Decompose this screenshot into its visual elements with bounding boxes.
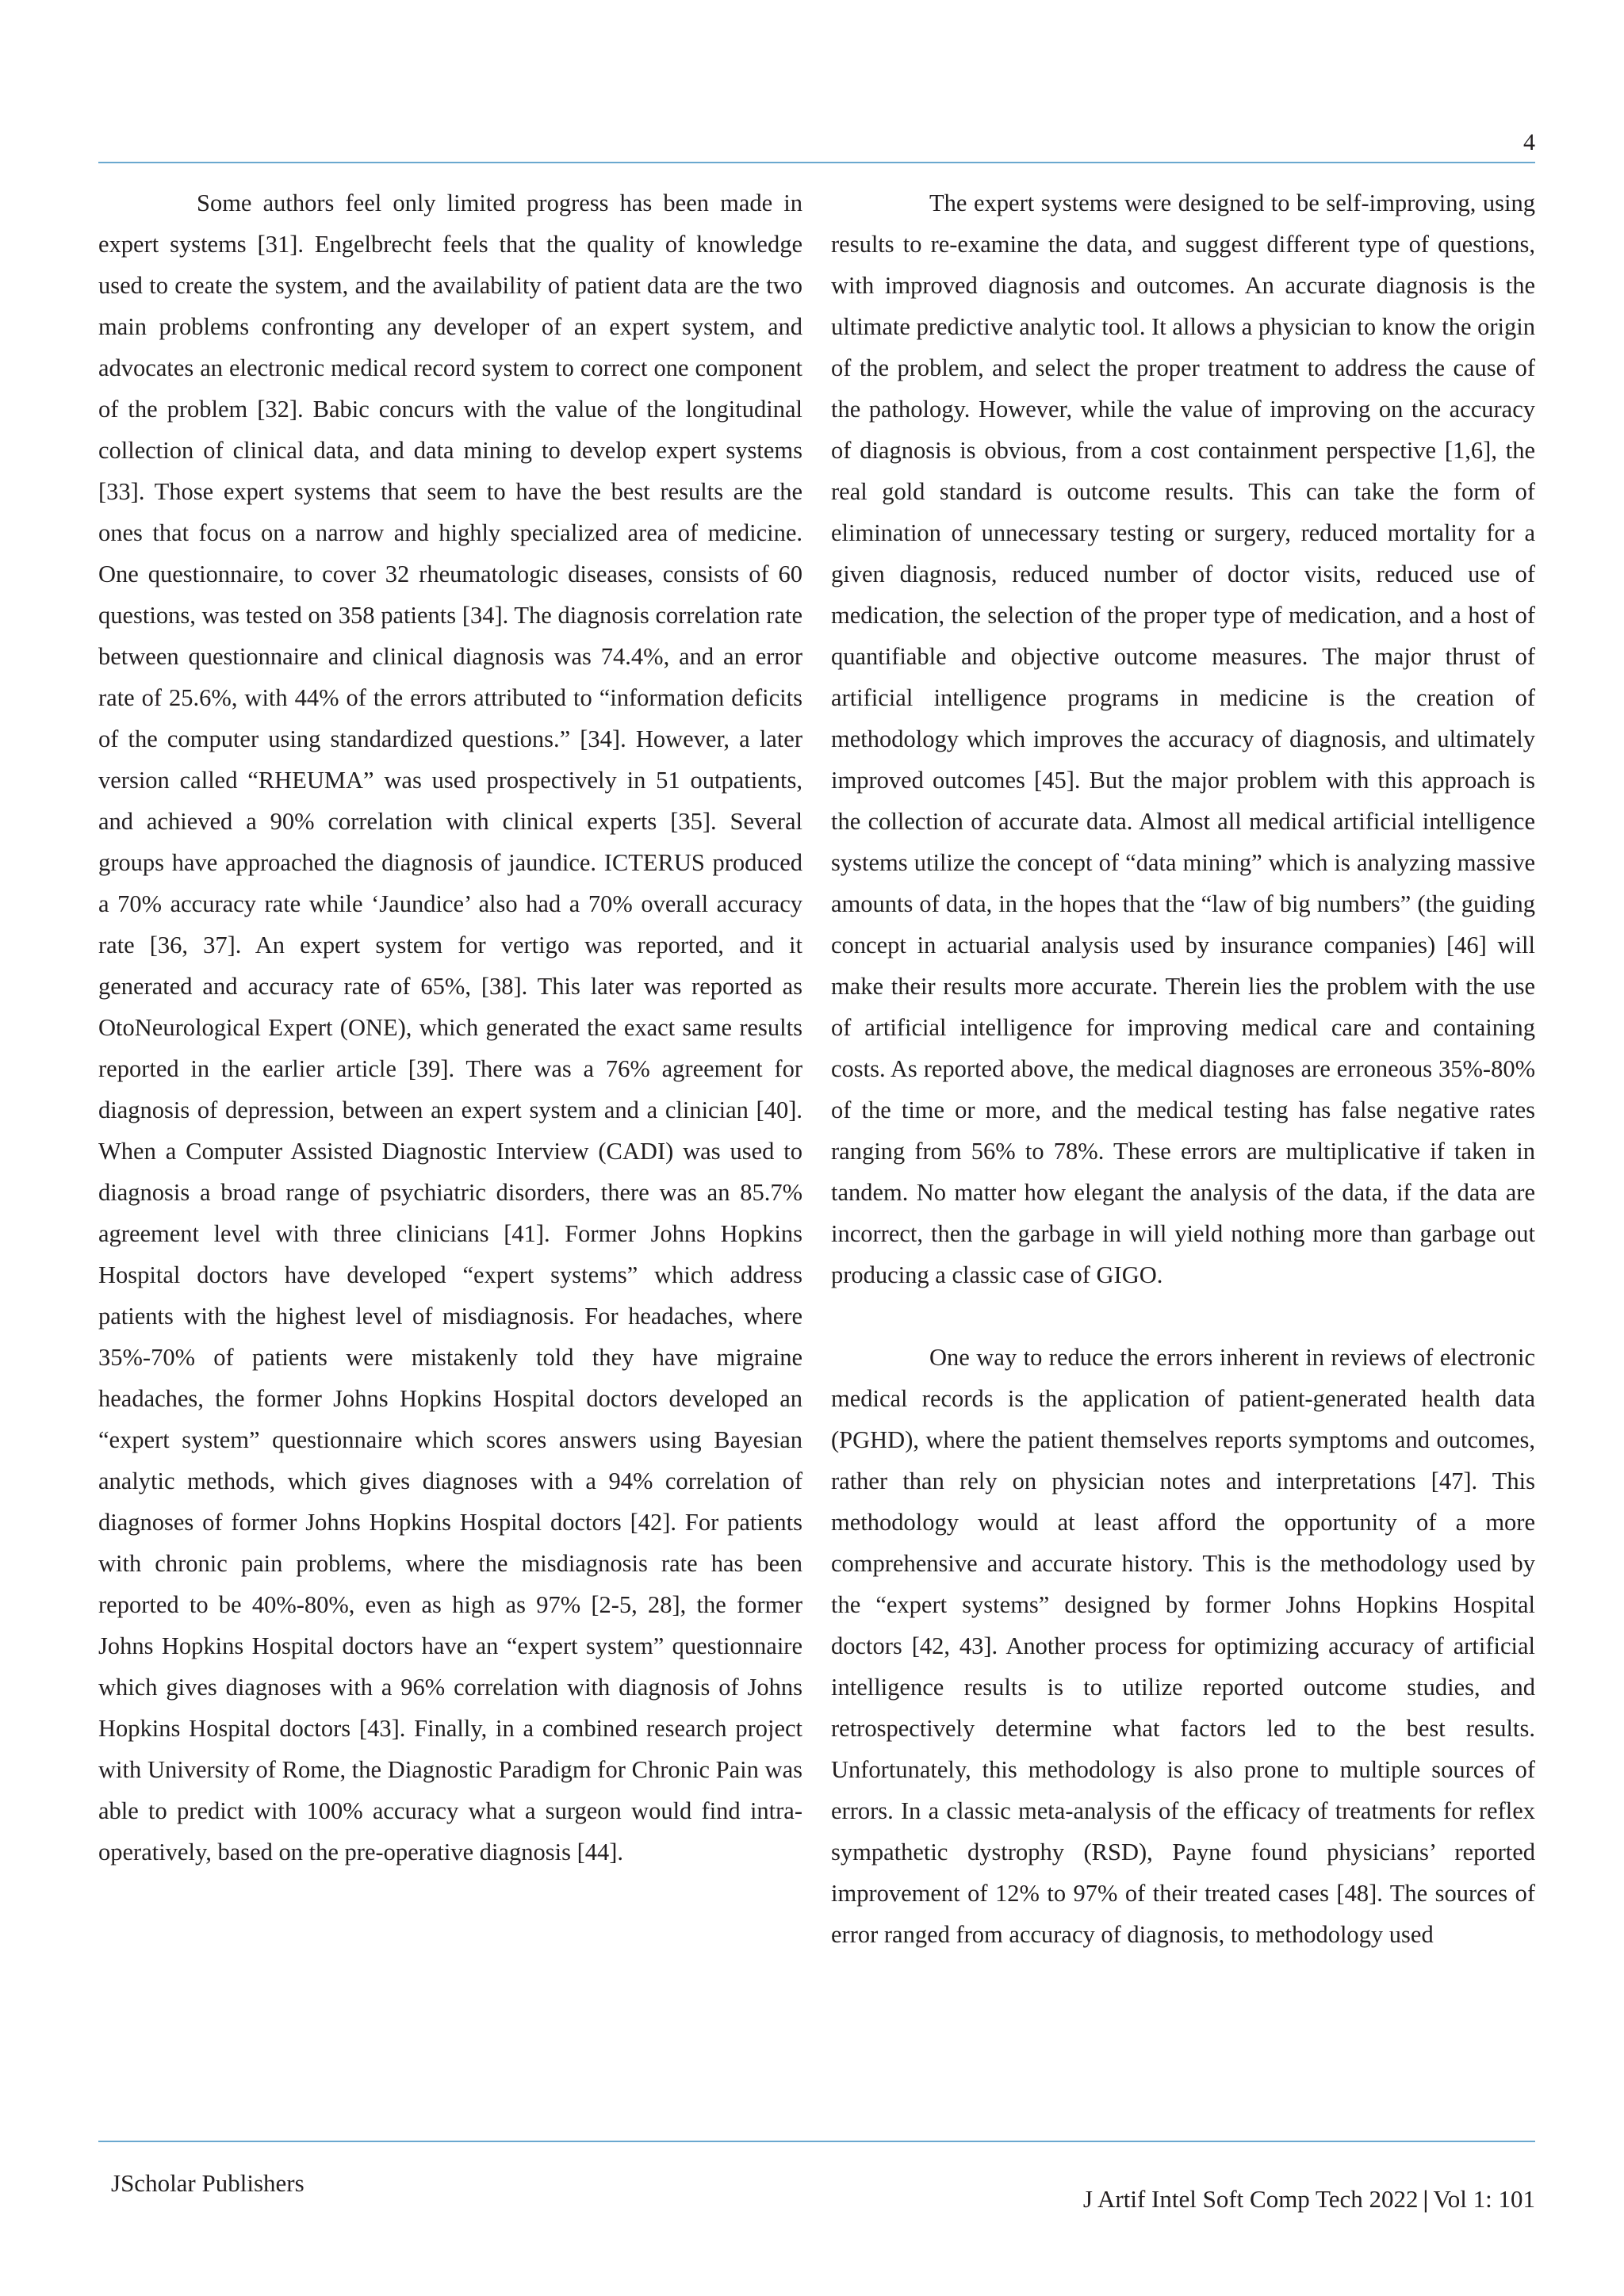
journal-volume: Vol 1: 101	[1433, 2185, 1535, 2213]
header-rule	[98, 162, 1535, 163]
body-paragraph: One way to reduce the errors inherent in reviews of electronic medical records is the application of patient-generated health data (PGHD), where the patient themselves reports symptoms and outcomes, rather than rely on physician notes and interpretations [47]. This methodology would at least afford the opportunity of a more comprehensive and accurate history. This is the methodology used by the “expert systems” designed by former Johns Hopkins Hospital doctors [42, 43]. Another process for optimizing accuracy of artificial intelligence results is to utilize reported outcome studies, and retrospectively determine what factors led to the best results. Unfortunately, this methodology is also prone to multiple sources of errors. In a classic meta-analysis of the efficacy of treatments for reflex sympathetic dystrophy (RSD), Payne found physicians’ reported improvement of 12% to 97% of their treated cases [48]. The sources of error ranged from accuracy of diagnosis, to methodology used	[831, 1344, 1535, 1948]
page-number: 4	[1523, 129, 1535, 155]
right-column	[831, 182, 1535, 1955]
journal-citation	[1083, 2182, 1535, 2217]
body-paragraph: Some authors feel only limited progress has been made in expert systems [31]. Engelbrecht feels that the quality of knowledge used to create the system, and the availability of patient data are the two main problems confronting any developer of an expert system, and advocates an electronic medical record system to correct one component of the problem [32]. Babic concurs with the value of the longitudinal collection of clinical data, and data mining to develop expert systems [33]. Those expert systems that seem to have the best results are the ones that focus on a narrow and highly specialized area of medicine. One questionnaire, to cover 32 rheumatologic diseases, consists of 60 questions, was tested on 358 patients [34]. The diagnosis correlation rate between questionnaire and clinical diagnosis was 74.4%, and an error rate of 25.6%, with 44% of the errors attributed to “information deficits of the computer using standardized questions.” [34]. However, a later version called “RHEUMA” was used prospectively in 51 outpatients, and achieved a 90% correlation with clinical experts [35]. Several groups have approached the diagnosis of jaundice. ICTERUS produced a 70% accuracy rate while ‘Jaundice’ also had a 70% overall accuracy rate [36, 37]. An expert system for vertigo was reported, and it generated and accuracy rate of 65%, [38]. This later was reported as OtoNeurological Expert (ONE), which generated the exact same results reported in the earlier article [39]. There was a 76% agreement for diagnosis of depression, between an expert system and a clinician [40]. When a Computer Assisted Diagnostic Interview (CADI) was used to diagnosis a broad range of psychiatric disorders, there was an 85.7% agreement level with three clinicians [41]. Former Johns Hopkins Hospital doctors have developed “expert systems” which address patients with the highest level of misdiagnosis. For headaches, where 35%-70% of patients were mistakenly told they have migraine headaches, the former Johns Hopkins Hospital doctors developed an “expert system” questionnaire which scores answers using Bayesian analytic methods, which gives diagnoses with a 94% correlation of diagnoses of former Johns Hopkins Hospital doctors [42]. For patients with chronic pain problems, where the misdiagnosis rate has been reported to be 40%-80%, even as high as 97% [2-5, 28], the former Johns Hopkins Hospital doctors have an “expert system” questionnaire which gives diagnoses with a 96% correlation with diagnosis of Johns Hopkins Hospital doctors [43]. Finally, in a combined research project with University of Rome, the Diagnostic Paradigm for Chronic Pain was able to predict with 100% accuracy what a surgeon would find intra-operatively, based on the pre-operative diagnosis [44].	[98, 189, 802, 1866]
journal-name: J Artif Intel Soft Comp Tech 2022	[1082, 2185, 1419, 2213]
footer-rule	[98, 2141, 1535, 2142]
body-paragraph: The expert systems were designed to be self-improving, using results to re-examine the data, and suggest different type of questions, with improved diagnosis and outcomes. An accurate diagnosis is the ultimate predictive analytic tool. It allows a physician to know the origin of the problem, and select the proper treatment to address the cause of the pathology. However, while the value of improving on the accuracy of diagnosis is obvious, from a cost containment perspective [1,6], the real gold standard is outcome results. This can take the form of elimination of unnecessary testing or surgery, reduced mortality for a given diagnosis, reduced number of doctor visits, reduced use of medication, the selection of the proper type of medication, and a host of quantifiable and objective outcome measures. The major thrust of artificial intelligence programs in medicine is the creation of methodology which improves the accuracy of diagnosis, and ultimately improved outcomes [45]. But the major problem with this approach is the collection of accurate data. Almost all medical artificial intelligence systems utilize the concept of “data mining” which is analyzing massive amounts of data, in the hopes that the “law of big numbers” (the guiding concept in actuarial analysis used by insurance companies) [46] will make their results more accurate. Therein lies the problem with the use of artificial intelligence for improving medical care and containing costs. As reported above, the medical diagnoses are erroneous 35%-80% of the time or more, and the medical testing has false negative rates ranging from 56% to 78%. These errors are multiplicative if taken in tandem. No matter how elegant the analysis of the data, if the data are incorrect, then the garbage in will yield nothing more than garbage out producing a classic case of GIGO.	[831, 189, 1535, 1288]
publisher-name: JScholar Publishers	[111, 2169, 304, 2197]
left-column	[98, 182, 802, 1873]
citation-separator: |	[1423, 2185, 1429, 2213]
